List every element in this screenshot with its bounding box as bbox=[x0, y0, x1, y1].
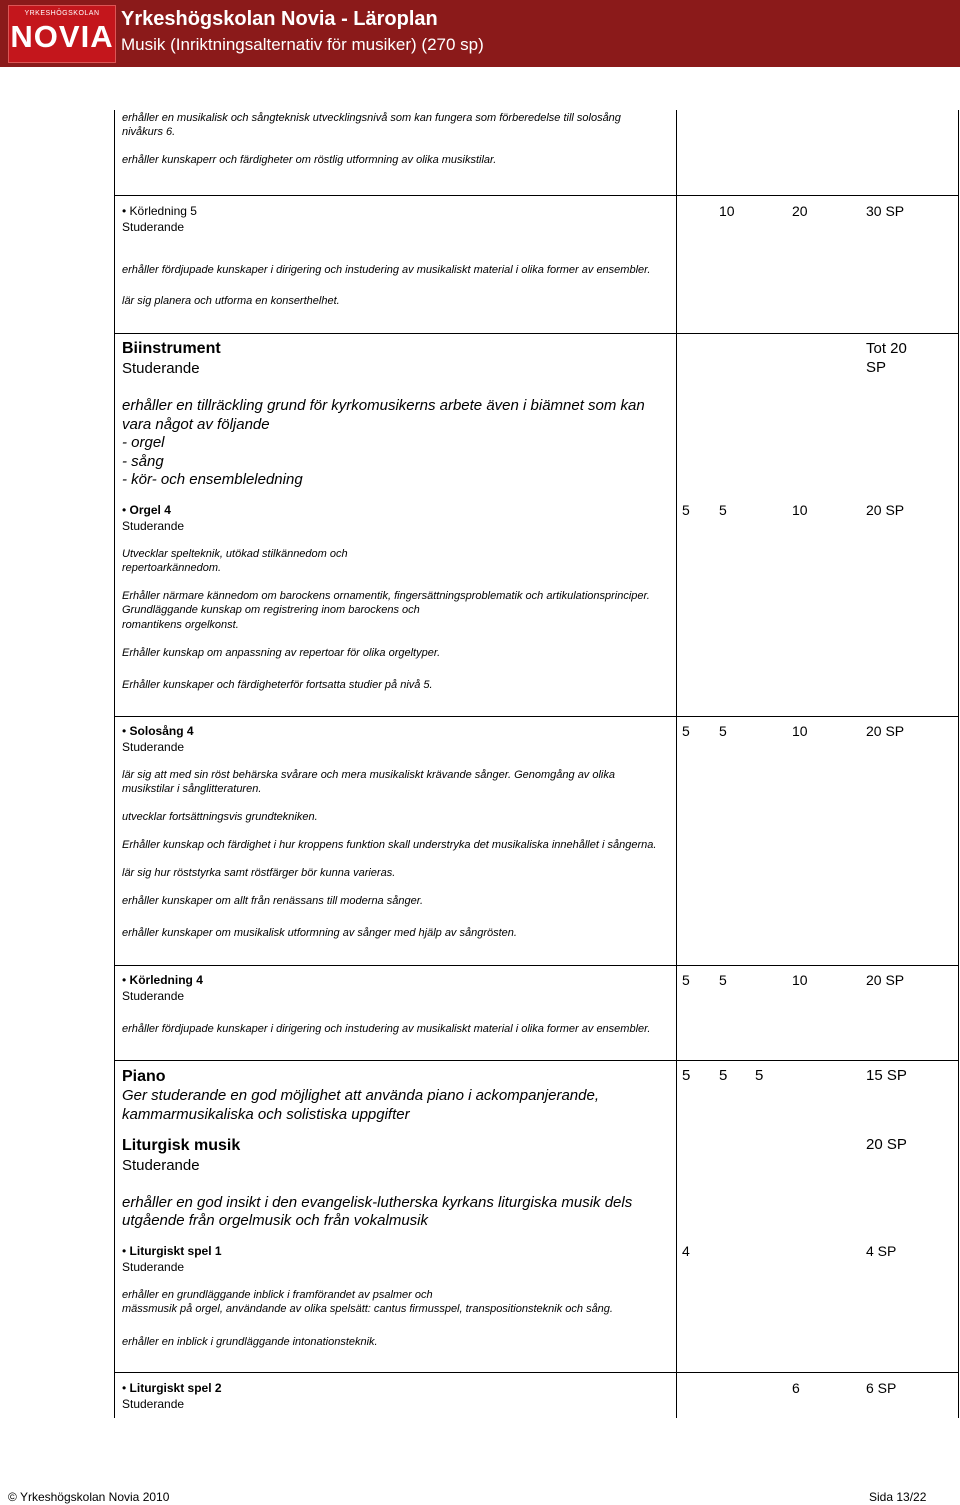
credits-total: 20 SP bbox=[866, 502, 905, 518]
credits-total: 20 SP bbox=[866, 972, 905, 988]
course-goal: lär sig hur röststyrka samt röstfärger bör kunna varieras. bbox=[122, 867, 396, 879]
course-goal: Grundläggande kunskap om registrering inom barockens och bbox=[122, 604, 420, 616]
course-goal: mässmusik på orgel, användande av olika spelsätt: cantus firmusspel, transpositionsteknik och sång. bbox=[122, 1303, 613, 1315]
section-goal: - kör- och ensembleledning bbox=[122, 471, 303, 488]
credits-year-3: 10 bbox=[792, 502, 808, 518]
credits-year-1: 5 bbox=[682, 723, 690, 739]
credits-year-1: 6 bbox=[792, 1380, 800, 1396]
row-divider bbox=[676, 1060, 959, 1061]
page-number: Sida 13/22 bbox=[869, 1490, 927, 1504]
course-title-solosang-4: • Solosång 4 bbox=[122, 724, 194, 739]
course-goal: erhåller kunskaper om musikalisk utformning av sånger med hjälp av sångrösten. bbox=[122, 927, 517, 939]
course-goal: erhåller kunskaperr och färdigheter om röstlig utformning av olika musikstilar. bbox=[122, 154, 497, 166]
course-title-liturgiskt-spel-2: • Liturgiskt spel 2 bbox=[122, 1381, 222, 1396]
course-subtitle: Studerande bbox=[122, 989, 185, 1003]
row-divider bbox=[114, 1060, 676, 1061]
credits-total: 15 SP bbox=[866, 1067, 907, 1084]
table-border-right bbox=[958, 110, 959, 1418]
credits-year-3: 10 bbox=[792, 723, 808, 739]
section-goal: Ger studerande en god möjlighet att använda piano i ackompanjerande, bbox=[122, 1087, 599, 1104]
row-divider bbox=[114, 195, 676, 196]
course-goal: Utvecklar spelteknik, utökad stilkännedom och bbox=[122, 548, 348, 560]
course-goal: erhåller fördjupade kunskaper i dirigering och instudering av musikaliskt material i olika former av ensembler. bbox=[122, 264, 651, 276]
course-goal: utvecklar fortsättningsvis grundtekniken. bbox=[122, 811, 318, 823]
credits-year-1: 5 bbox=[682, 972, 690, 988]
table-border-middle bbox=[676, 110, 677, 1418]
row-divider bbox=[676, 333, 959, 334]
logo-top-text: YRKESHÖGSKOLAN bbox=[24, 10, 100, 17]
credits-year-1: 4 bbox=[682, 1243, 690, 1259]
novia-logo bbox=[8, 5, 116, 63]
credits-year-3: 10 bbox=[792, 972, 808, 988]
credits-total: 6 SP bbox=[866, 1380, 897, 1396]
course-goal: romantikens orgelkonst. bbox=[122, 619, 239, 631]
course-goal: musikstilar i sånglitteraturen. bbox=[122, 783, 262, 795]
row-divider bbox=[676, 965, 959, 966]
section-goal: utgående från orgelmusik och från vokalmusik bbox=[122, 1212, 428, 1229]
course-subtitle: Studerande bbox=[122, 740, 185, 754]
course-goal: Erhåller kunskap och färdighet i hur kroppens funktion skall understryka det musikaliska innehållet i sångerna. bbox=[122, 839, 657, 851]
section-title-biinstrument: Biinstrument bbox=[122, 340, 221, 357]
course-subtitle: Studerande bbox=[122, 1397, 185, 1411]
course-goal: lär sig planera och utforma en konserthelhet. bbox=[122, 295, 340, 307]
course-goal: erhåller en inblick i grundläggande intonationsteknik. bbox=[122, 1336, 378, 1348]
credits-total: Tot 20 bbox=[866, 340, 907, 357]
section-goal: - sång bbox=[122, 452, 164, 470]
course-goal: Erhåller kunskap om anpassning av repertoar för olika orgeltyper. bbox=[122, 647, 441, 659]
section-title-piano: Piano bbox=[122, 1068, 166, 1085]
course-subtitle: Studerande bbox=[122, 519, 185, 533]
copyright-text: © Yrkeshögskolan Novia 2010 bbox=[8, 1490, 170, 1504]
section-subtitle: Studerande bbox=[122, 360, 200, 377]
course-subtitle: Studerande bbox=[122, 1260, 185, 1274]
row-divider bbox=[114, 716, 676, 717]
section-goal: erhåller en tillräckling grund för kyrkomusikerns arbete även i biämnet som kan bbox=[122, 397, 645, 414]
credits-year-1: 10 bbox=[719, 203, 735, 219]
credits-year-2: 5 bbox=[719, 972, 727, 988]
document-title: Yrkeshögskolan Novia - Läroplan bbox=[121, 8, 438, 30]
section-subtitle: Studerande bbox=[122, 1157, 200, 1174]
course-goal: Erhåller närmare kännedom om barockens ornamentik, fingersättningsproblematik och artikulationsprinciper. bbox=[122, 590, 650, 602]
section-goal: erhåller en god insikt i den evangelisk-lutherska kyrkans liturgiska musik dels bbox=[122, 1194, 633, 1211]
credits-year-2: 5 bbox=[719, 723, 727, 739]
credits-year-3: 5 bbox=[755, 1067, 764, 1084]
credits-year-1: 5 bbox=[682, 1067, 691, 1084]
course-goal: nivåkurs 6. bbox=[122, 126, 176, 138]
section-goal: kammarmusikaliska och solistiska uppgifter bbox=[122, 1106, 410, 1123]
course-goal: erhåller kunskaper om allt från renässans till moderna sånger. bbox=[122, 895, 424, 907]
credits-total: 4 SP bbox=[866, 1243, 897, 1259]
course-goal: Erhåller kunskaper och färdigheterför fortsatta studier på nivå 5. bbox=[122, 679, 433, 691]
course-goal: lär sig att med sin röst behärska svårare och mera musikaliskt krävande sånger. Genomgång av olika bbox=[122, 769, 615, 781]
course-goal: erhåller en grundläggande inblick i framförandet av psalmer och bbox=[122, 1289, 433, 1301]
document-subtitle: Musik (Inriktningsalternativ för musiker) (270 sp) bbox=[121, 35, 484, 54]
credits-total: 20 SP bbox=[866, 723, 905, 739]
credits-total: 30 SP bbox=[866, 203, 905, 219]
row-divider bbox=[676, 1372, 959, 1373]
section-title-liturgisk-musik: Liturgisk musik bbox=[122, 1137, 241, 1154]
row-divider bbox=[676, 716, 959, 717]
course-subtitle: Studerande bbox=[122, 220, 185, 234]
course-goal: erhåller en musikalisk och sångteknisk utvecklingsnivå som kan fungera som förberedelse till solosång bbox=[122, 112, 621, 124]
section-goal: - orgel bbox=[122, 434, 165, 451]
section-goal: vara något av följande bbox=[122, 415, 270, 433]
credits-total-unit: SP bbox=[866, 359, 887, 376]
course-goal: erhåller fördjupade kunskaper i dirigering och instudering av musikaliskt material i olika former av ensembler. bbox=[122, 1023, 651, 1035]
course-title-liturgiskt-spel-1: • Liturgiskt spel 1 bbox=[122, 1244, 222, 1259]
course-title-orgel-4: • Orgel 4 bbox=[122, 503, 171, 518]
logo-main-text: NOVIA bbox=[10, 19, 114, 54]
credits-year-2: 5 bbox=[719, 502, 727, 518]
credits-year-1: 5 bbox=[682, 502, 690, 518]
row-divider bbox=[676, 195, 959, 196]
row-divider bbox=[114, 333, 676, 334]
credits-year-2: 20 bbox=[792, 203, 808, 219]
page-header bbox=[0, 0, 960, 67]
table-border-left bbox=[114, 110, 115, 1418]
row-divider bbox=[114, 965, 676, 966]
credits-total: 20 SP bbox=[866, 1136, 907, 1153]
credits-year-2: 5 bbox=[719, 1067, 728, 1084]
row-divider bbox=[114, 1372, 676, 1373]
course-goal: repertoarkännedom. bbox=[122, 562, 222, 574]
course-title-korledning-4: • Körledning 4 bbox=[122, 973, 203, 988]
course-title-korledning-5: • Körledning 5 bbox=[122, 204, 197, 219]
